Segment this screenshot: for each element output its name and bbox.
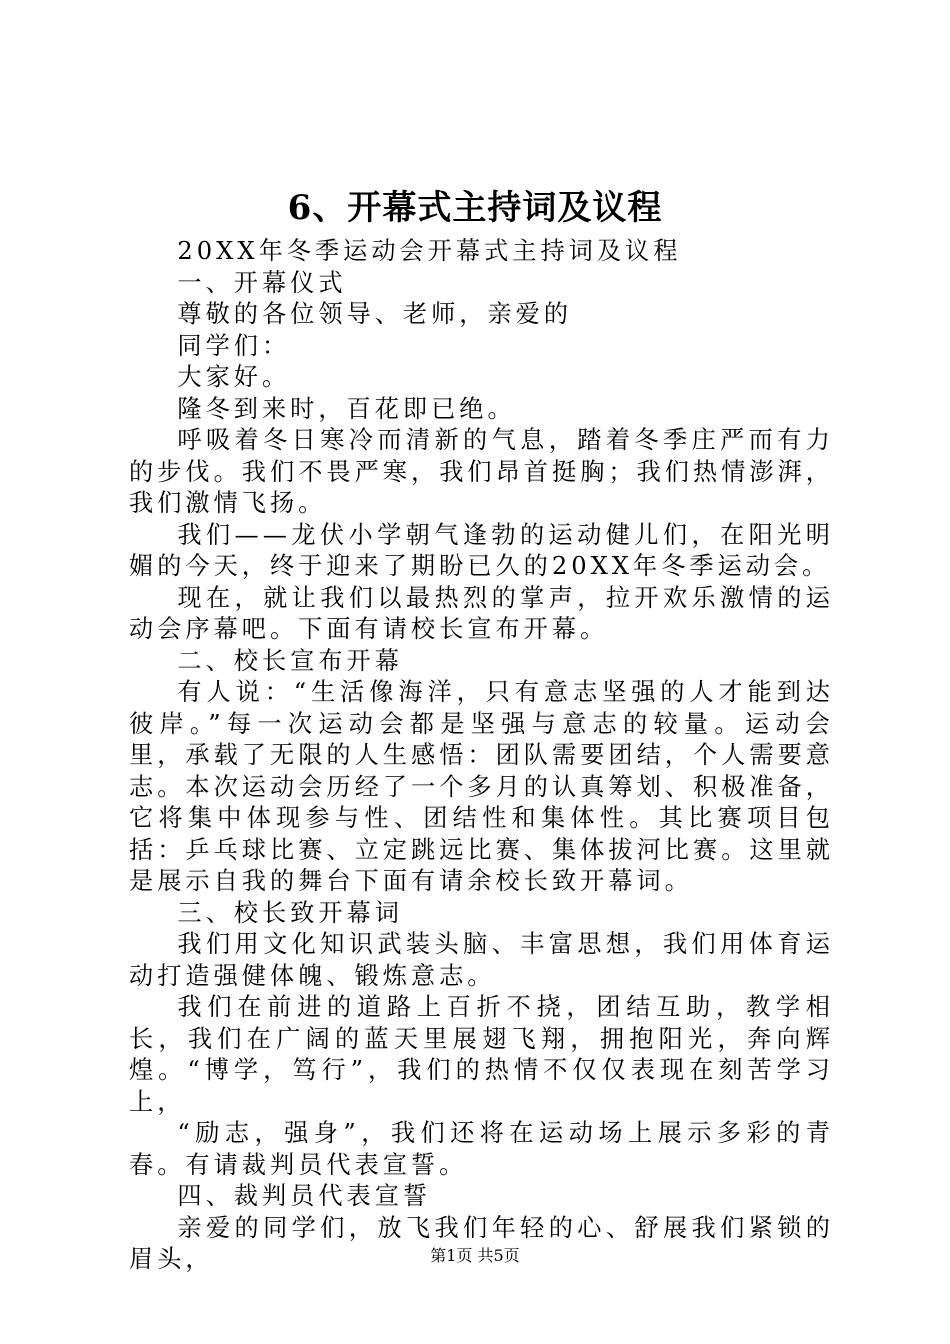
paragraph-subtitle: 20XX年冬季运动会开幕式主持词及议程 — [177, 237, 682, 265]
paragraph: 同学们： — [177, 331, 291, 360]
paragraph: 大家好。 — [177, 363, 291, 391]
paragraph: 有人说：“生活像海洋，只有意志坚强的人才能到达彼岸。”每一次运动会都是坚强与意志的较量。运动会里，承载了无限的人生感悟：团队需要团结，个人需要意志。本次运动会历经了一个多月的认真筹划、积极准备，它将集中体现参与性、团结性和集体性。其比赛项目包括：乒乓球比赛、立定跳远比赛、集体拔河比赛。这里就是展示自我的舞台下面有请余校长致开幕词。 — [129, 678, 834, 895]
paragraph: 我们用文化知识武装头脑、丰富思想，我们用体育运动打造强健体魄、锻炼意志。 — [129, 930, 834, 990]
paragraph: 呼吸着冬日寒冷而清新的气息，踏着冬季庄严而有力的步伐。我们不畏严寒，我们昂首挺胸；我们热情澎湃，我们激情飞扬。 — [129, 426, 834, 517]
section-heading-4: 四、裁判员代表宣誓 — [177, 1182, 432, 1210]
paragraph: 隆冬到来时，百花即已绝。 — [177, 394, 516, 423]
paragraph: “励志，强身”，我们还将在运动场上展示多彩的青春。有请裁判员代表宣誓。 — [129, 1119, 834, 1179]
section-heading-1: 一、开幕仪式 — [177, 268, 347, 297]
document-title: 6、开幕式主持词及议程 — [287, 188, 663, 228]
section-heading-2: 二、校长宣布开幕 — [177, 646, 403, 675]
document-body — [129, 236, 834, 1276]
paragraph: 我们——龙伏小学朝气逢勃的运动健儿们，在阳光明媚的今天，终于迎来了期盼已久的20XX年冬季运动会。 — [129, 520, 834, 580]
paragraph: 我们在前进的道路上百折不挠，团结互助，教学相长，我们在广阔的蓝天里展翅飞翔，拥抱阳光，奔向辉煌。“博学，笃行”，我们的热情不仅仅表现在刻苦学习上， — [129, 993, 834, 1116]
section-heading-3: 三、校长致开幕词 — [177, 898, 403, 927]
paragraph: 尊敬的各位领导、老师，亲爱的 — [177, 300, 573, 328]
paragraph: 亲爱的同学们，放飞我们年轻的心、舒展我们紧锁的眉头， — [129, 1213, 834, 1273]
page-footer: 第1页 共5页 — [430, 1246, 520, 1265]
paragraph: 现在，就让我们以最热烈的掌声，拉开欢乐激情的运动会序幕吧。下面有请校长宣布开幕。 — [129, 583, 834, 643]
